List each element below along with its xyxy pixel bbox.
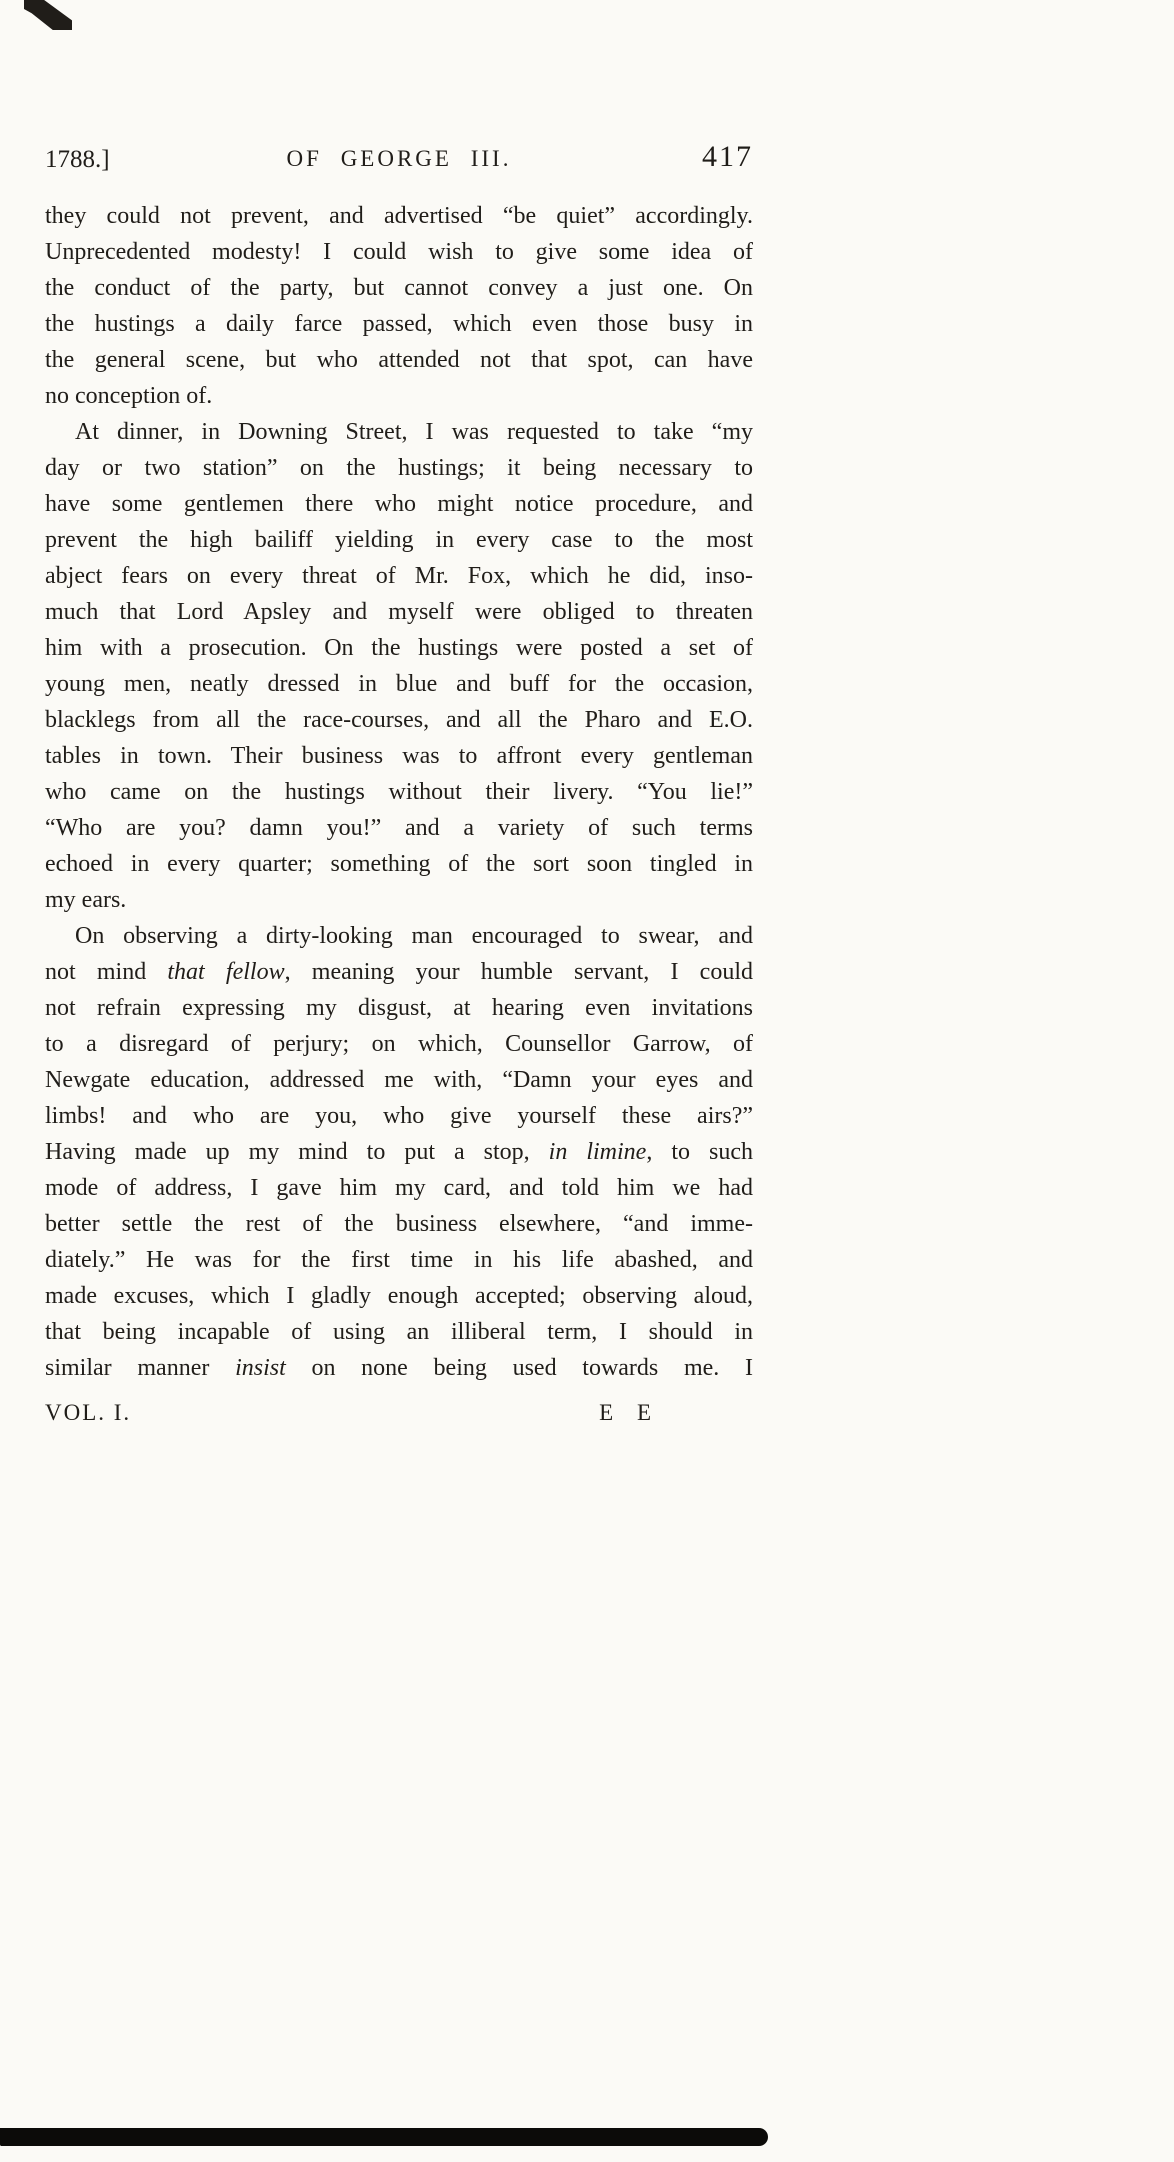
text-line [45,774,753,810]
text-segment: , meaning your humble servant, I could [284,959,753,985]
text-segment: limbs! and who are you, who give yourself these airs?” [45,1103,753,1129]
text-line [45,450,753,486]
text-line [45,1134,753,1170]
text-segment: not mind [45,959,168,985]
text-segment: made excuses, which I gladly enough accepted; observing aloud, [45,1283,753,1309]
text-line [45,810,753,846]
scan-edge-bottom [0,2128,768,2146]
text-line [45,1278,753,1314]
text-segment: Having made up my mind to put a stop, [45,1139,549,1165]
text-segment: my ears. [45,887,127,913]
italic-text: insist [235,1355,286,1381]
text-segment: “Who are you? damn you!” and a variety of such terms [45,815,753,841]
text-segment: the general scene, but who attended not that spot, can have [45,347,753,373]
text-line [45,522,753,558]
text-segment: On observing a dirty-looking man encouraged to swear, and [75,923,753,949]
text-line [45,1350,753,1386]
text-line [45,378,753,414]
text-line [45,558,753,594]
text-segment: abject fears on every threat of Mr. Fox, which he did, inso- [45,563,753,589]
text-segment: diately.” He was for the first time in his life abashed, and [45,1247,753,1273]
scan-smudge-top-left [24,0,72,30]
text-segment: the hustings a daily farce passed, which even those busy in [45,311,753,337]
text-line [45,1170,753,1206]
text-line [45,702,753,738]
paragraph [45,414,753,918]
italic-text: that fellow [167,959,285,985]
italic-text: in limine [548,1139,647,1165]
signature-mark: E E [599,1400,653,1425]
text-line [45,1098,753,1134]
page-number: 417 [702,140,753,173]
text-segment: tables in town. Their business was to affront every gentleman [45,743,753,769]
text-line [45,198,753,234]
page-footer [45,1400,753,1426]
text-segment: him with a prosecution. On the hustings were posted a set of [45,635,753,661]
paragraph [45,918,753,1386]
text-segment: they could not prevent, and advertised “be quiet” accordingly. [45,203,753,229]
text-line [45,954,753,990]
volume-label: VOL. I. [45,1400,132,1425]
text-line [45,1242,753,1278]
paragraph [45,198,753,414]
header-title: OF GEORGE III. [286,146,512,171]
page-body [45,198,753,1386]
text-line [45,630,753,666]
text-segment: young men, neatly dressed in blue and buff for the occasion, [45,671,753,697]
text-segment: the conduct of the party, but cannot convey a just one. On [45,275,753,301]
text-segment: have some gentlemen there who might notice procedure, and [45,491,753,517]
text-line [45,1206,753,1242]
text-line [45,882,753,918]
text-line [45,486,753,522]
text-segment: better settle the rest of the business elsewhere, “and imme- [45,1211,753,1237]
text-segment: prevent the high bailiff yielding in every case to the most [45,527,753,553]
text-line [45,738,753,774]
text-line [45,342,753,378]
text-segment: echoed in every quarter; something of the sort soon tingled in [45,851,753,877]
text-line [45,306,753,342]
running-header [45,130,753,174]
text-line [45,414,753,450]
text-line [45,846,753,882]
text-line [45,1062,753,1098]
text-line [45,1314,753,1350]
text-segment: to a disregard of perjury; on which, Counsellor Garrow, of [45,1031,753,1057]
text-segment: At dinner, in Downing Street, I was requested to take “my [75,419,753,445]
text-segment: blacklegs from all the race-courses, and all the Pharo and E.O. [45,707,753,733]
text-segment: day or two station” on the hustings; it being necessary to [45,455,753,481]
text-line [45,594,753,630]
text-segment: , to such [646,1139,754,1165]
text-segment: that being incapable of using an illiberal term, I should in [45,1319,753,1345]
text-line [45,1026,753,1062]
text-line [45,990,753,1026]
page-content [45,130,753,1426]
text-line [45,270,753,306]
text-segment: similar manner [45,1355,236,1381]
text-segment: much that Lord Apsley and myself were obliged to threaten [45,599,753,625]
text-line [45,234,753,270]
text-line [45,918,753,954]
text-segment: Newgate education, addressed me with, “Damn your eyes and [45,1067,753,1093]
text-segment: mode of address, I gave him my card, and told him we had [45,1175,753,1201]
header-date: 1788.] [45,146,110,173]
text-segment: not refrain expressing my disgust, at hearing even invitations [45,995,753,1021]
text-segment: no conception of. [45,383,213,409]
text-line [45,666,753,702]
text-segment: who came on the hustings without their livery. “You lie!” [45,779,753,805]
text-segment: on none being used towards me. I [285,1355,754,1381]
text-segment: Unprecedented modesty! I could wish to give some idea of [45,239,753,265]
